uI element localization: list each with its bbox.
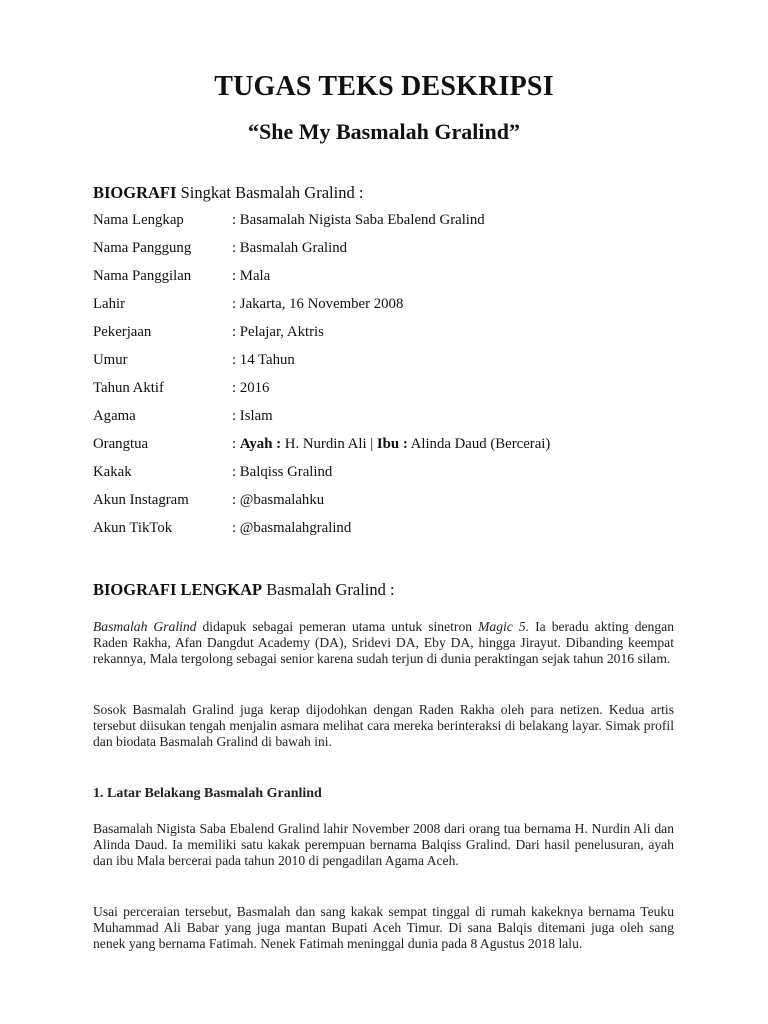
paragraph-intro [93, 619, 674, 668]
bio-label: Akun Instagram [93, 492, 189, 508]
bio-label: Pekerjaan [93, 324, 152, 340]
section-heading-short-bio [93, 183, 363, 203]
bio-value-parents [232, 436, 550, 453]
bio-label: Nama Lengkap [93, 212, 184, 228]
document-title: TUGAS TEKS DESKRIPSI [214, 71, 554, 102]
bio-label: Lahir [93, 296, 126, 312]
bio-label: Nama Panggilan [93, 268, 192, 284]
bio-label: Nama Panggung [93, 240, 192, 256]
bio-label: Agama [93, 408, 136, 424]
bio-label: Kakak [93, 464, 132, 480]
section-heading-full-bio [93, 580, 395, 600]
bio-value: : 2016 [232, 380, 270, 396]
bio-value: : Basamalah Nigista Saba Ebalend Gralind [232, 212, 485, 228]
paragraph-after-divorce: Usai perceraian tersebut, Basmalah dan sang kakak sempat tinggal di rumah kakeknya bernama Teuku Muhammad Ali Babar yang juga mantan Bupati Aceh Timur. Di sana Balqis ditemani juga oleh sang nenek yang bernama Fatimah. Nenek Fatimah meninggal dunia pada 8 Agustus 2018 lalu. [93, 904, 674, 952]
bio-label: Orangtua [93, 436, 149, 452]
bio-value: : @basmalahgralind [232, 520, 352, 536]
show-title-italic: Magic 5. [478, 619, 530, 634]
bio-value: : Islam [232, 408, 273, 424]
bio-value: : 14 Tahun [232, 352, 295, 368]
parents-father-value: H. Nurdin Ali | [281, 436, 377, 452]
paragraph-netizen: Sosok Basmalah Gralind juga kerap dijodohkan dengan Raden Rakha oleh para netizen. Kedua artis tersebut diisukan tengah menjalin asmara melihat cara mereka berinteraksi di belakang layar. Simak profil dan biodata Basmalah Gralind di bawah ini. [93, 702, 674, 750]
paragraph-text: didapuk sebagai pemeran utama untuk sinetron [196, 619, 479, 634]
bio-value: : Balqiss Gralind [232, 464, 333, 480]
section-heading-rest: Singkat Basmalah Gralind : [176, 183, 364, 202]
bio-label: Umur [93, 352, 128, 368]
parents-colon: : [232, 436, 240, 452]
paragraph-background: Basamalah Nigista Saba Ebalend Gralind lahir November 2008 dari orang tua bernama H. Nurdin Ali dan Alinda Daud. Ia memiliki satu kakak perempuan bernama Balqiss Gralind. Dari hasil penelusuran, ayah dan ibu Mala bercerai pada tahun 2010 di pengadilan Agama Aceh. [93, 821, 674, 869]
bio-value: : Basmalah Gralind [232, 240, 348, 256]
bio-label: Tahun Aktif [93, 380, 164, 396]
bio-value: : @basmalahku [232, 492, 325, 508]
parents-mother-value: Alinda Daud (Bercerai) [407, 436, 551, 452]
bio-value: : Jakarta, 16 November 2008 [232, 296, 404, 312]
subheading-background: 1. Latar Belakang Basmalah Granlind [93, 786, 322, 801]
bio-label: Akun TikTok [93, 520, 173, 536]
section-heading-bold: BIOGRAFI [93, 183, 177, 202]
actress-name-italic: Basmalah Gralind [93, 619, 197, 634]
paragraph-text: Ia beradu akting dengan Raden Rakha, Afan Dangdut Academy (DA), Sridevi DA, Eby DA, hingga Jirayut. Dibanding keempat rekannya, Mala tergolong sebagai senior karena sudah terjun di dunia peraktingan sejak tahun 2016 silam. [93, 619, 674, 667]
bio-value: : Mala [232, 268, 271, 284]
section-heading-rest: Basmalah Gralind : [262, 580, 395, 599]
parents-father-label: Ayah : [239, 436, 282, 452]
section-heading-bold: BIOGRAFI LENGKAP [93, 580, 263, 599]
document-subtitle: “She My Basmalah Gralind” [248, 119, 520, 144]
parents-mother-label: Ibu : [376, 436, 408, 452]
bio-value: : Pelajar, Aktris [232, 324, 324, 340]
